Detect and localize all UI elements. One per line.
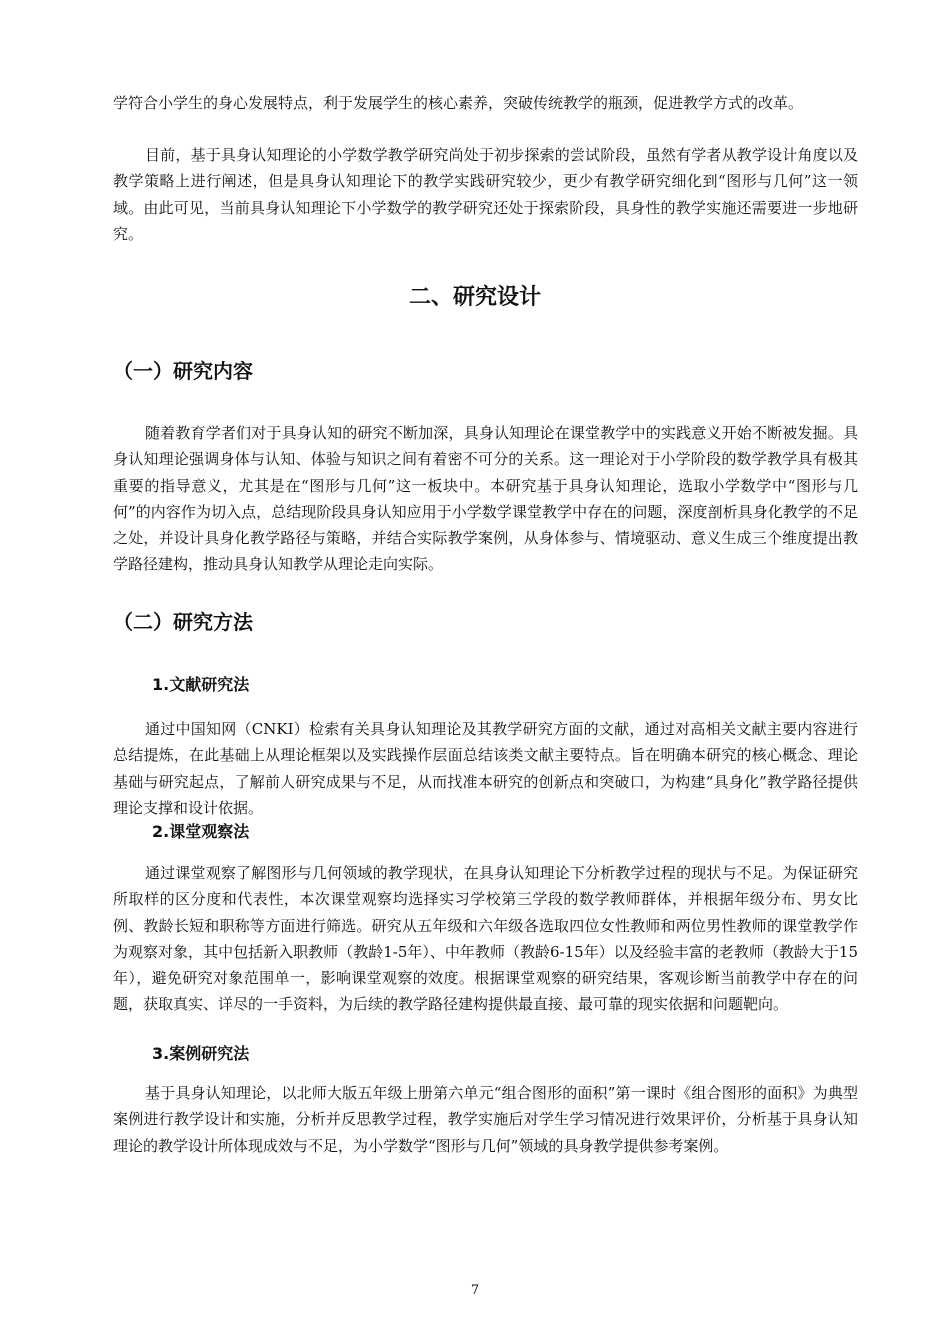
- method-heading-case: 3.案例研究法: [152, 1044, 250, 1063]
- paragraph-intro-end: 学符合小学生的身心发展特点，利于发展学生的核心素养，突破传统教学的瓶颈，促进教学方式的改革。: [113, 94, 804, 112]
- paragraph-research-content: 随着教育学者们对于具身认知的研究不断加深，具身认知理论在课堂教学中的实践意义开始不断被发掘。具身认知理论强调身体与认知、体验与知识之间有着密不可分的关系。这一理论对于小学阶段的数学教学具有极其重要的指导意义，尤其是在“图形与几何”这一板块中。本研究基于具身认知理论，选取小学数学中“图形与几何”的内容作为切入点，总结现阶段具身认知应用于小学数学课堂教学中存在的问题，深度剖析具身化教学的不足之处，并设计具身化教学路径与策略，并结合实际教学案例，从身体参与、情境驱动、意义生成三个维度提出教学路径建构，推动具身认知教学从理论走向实际。: [113, 424, 858, 574]
- chapter-heading: 二、研究设计: [408, 285, 541, 310]
- paragraph-observation-method: 通过课堂观察了解图形与几何领域的教学现状，在具身认知理论下分析教学过程的现状与不足。为保证研究所取样的区分度和代表性，本次课堂观察均选择实习学校第三学段的数学教师群体，并根据年级分布、男女比例、教龄长短和职称等方面进行筛选。研究从五年级和六年级各选取四位女性教师和两位男性教师的课堂教学作为观察对象，其中包括新入职教师（教龄1-5年）、中年教师（教龄6-15年）以及经验丰富的老教师（教龄大于15年），避免研究对象范围单一，影响课堂观察的效度。根据课堂观察的研究结果，客观诊断当前教学中存在的问题，获取真实、详尽的一手资料，为后续的教学路径建构提供最直接、最可靠的现实依据和问题靶向。: [113, 864, 858, 1014]
- page-number: 7: [470, 1283, 480, 1298]
- section-heading-methods: （二）研究方法: [113, 610, 253, 634]
- method-heading-literature: 1.文献研究法: [152, 675, 250, 694]
- section-heading-content: （一）研究内容: [113, 359, 253, 383]
- paragraph-current-status: 目前，基于具身认知理论的小学数学教学研究尚处于初步探索的尝试阶段，虽然有学者从教学设计角度以及教学策略上进行阐述，但是具身认知理论下的教学实践研究较少，更少有教学研究细化到“图形与几何”这一领域。由此可见，当前具身认知理论下小学数学的教学研究还处于探索阶段，具身性的教学实施还需要进一步地研究。: [113, 146, 858, 243]
- paragraph-case-method: 基于具身认知理论，以北师大版五年级上册第六单元“组合图形的面积”第一课时《组合图形的面积》为典型案例进行教学设计和实施，分析并反思教学过程，教学实施后对学生学习情况进行效果评价，分析基于具身认知理论的教学设计所体现成效与不足，为小学数学“图形与几何”领域的具身教学提供参考案例。: [113, 1084, 858, 1155]
- paragraph-literature-method: 通过中国知网（CNKI）检索有关具身认知理论及其教学研究方面的文献，通过对高相关文献主要内容进行总结提炼，在此基础上从理论框架以及实践操作层面总结该类文献主要特点。旨在明确本研究的核心概念、理论基础与研究起点，了解前人研究成果与不足，从而找准本研究的创新点和突破口，为构建“具身化”教学路径提供理论支撑和设计依据。: [113, 720, 858, 817]
- method-heading-observation: 2.课堂观察法: [152, 822, 250, 841]
